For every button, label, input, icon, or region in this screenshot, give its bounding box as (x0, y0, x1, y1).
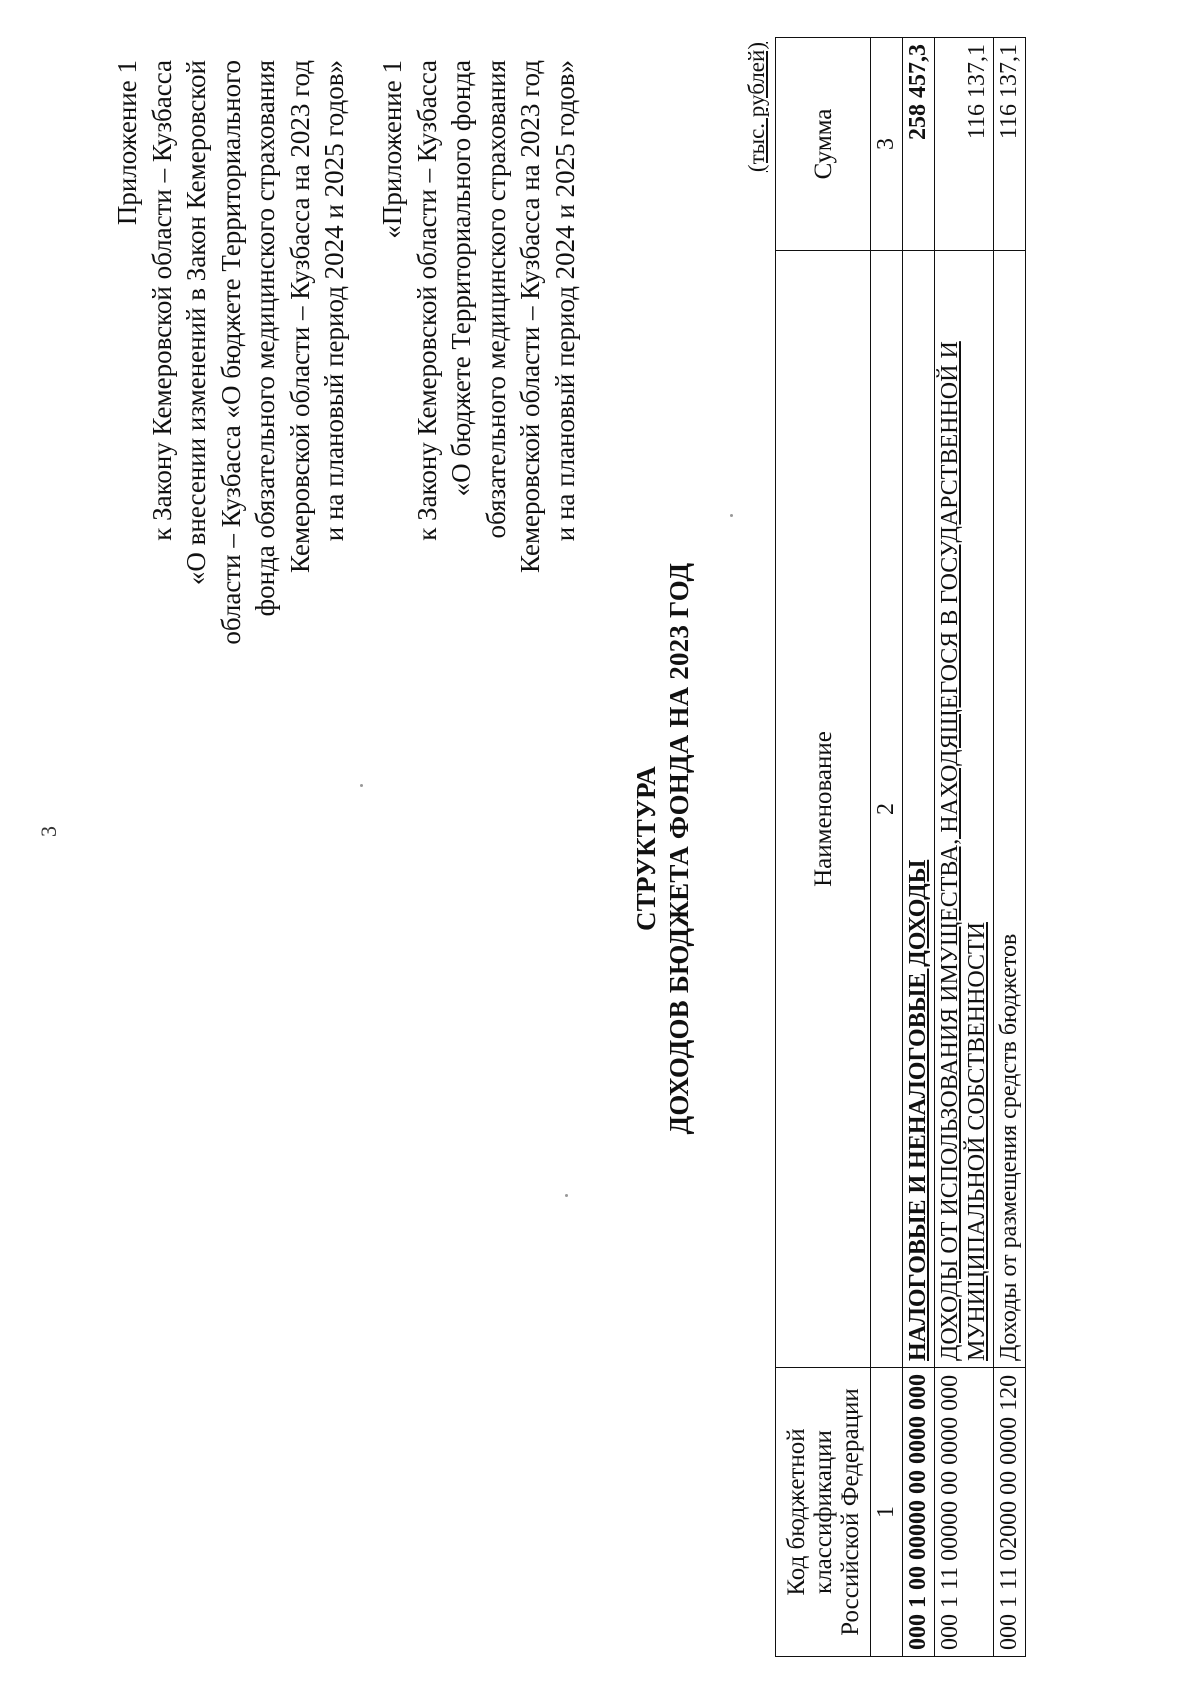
table-header-row (776, 38, 871, 1657)
column-numbers-row (871, 38, 903, 1657)
appendix-line: «Приложение 1 (377, 60, 407, 239)
row-name: Доходы от размещения средств бюджетов (994, 251, 1026, 1368)
row-name: НАЛОГОВЫЕ И НЕНАЛОГОВЫЕ ДОХОДЫ (903, 251, 935, 1368)
appendix-note-amendment (110, 60, 352, 820)
appendix-note-original (375, 60, 582, 820)
appendix-line: обязательного медицинского страхования (480, 60, 511, 539)
income-table (775, 37, 1026, 1657)
col-number: 1 (871, 1368, 903, 1657)
table-row (935, 38, 994, 1657)
table-row (994, 38, 1026, 1657)
row-sum: 258 457,3 (903, 38, 935, 251)
document-title (630, 0, 696, 1697)
appendix-line: к Закону Кемеровской области – Кузбасса (146, 60, 177, 541)
appendix-line: к Закону Кемеровской области – Кузбасса (411, 60, 442, 541)
row-code: 000 1 11 02000 00 0000 120 (994, 1368, 1026, 1657)
appendix-line: «О бюджете Территориального фонда (446, 60, 476, 497)
row-sum: 116 137,1 (935, 38, 994, 251)
appendix-line: и на плановый период 2024 и 2025 годов» (319, 60, 349, 542)
appendix-line: фонда обязательного медицинского страхования (250, 60, 280, 617)
appendix-line: «О внесении изменений в Закон Кемеровской (181, 60, 211, 586)
appendix-line: Кемеровской области – Кузбасса на 2023 год (284, 60, 315, 573)
header-code: Код бюджетной классификации Российской Федерации (776, 1368, 871, 1657)
appendix-line: Приложение 1 (112, 60, 142, 226)
appendix-line: области – Кузбасса «О бюджете Территориального (215, 60, 246, 645)
appendix-line: и на плановый период 2024 и 2025 годов» (549, 60, 580, 542)
row-code: 000 1 00 00000 00 0000 000 (903, 1368, 935, 1657)
col-number: 2 (871, 251, 903, 1368)
row-sum: 116 137,1 (994, 38, 1026, 251)
scan-speck (730, 514, 733, 517)
col-number: 3 (871, 38, 903, 251)
units-label: (тыс. рублей) (744, 42, 769, 173)
title-line-2: ДОХОДОВ БЮДЖЕТА ФОНДА НА 2023 ГОД (664, 562, 694, 1135)
row-code: 000 1 11 00000 00 0000 000 (935, 1368, 994, 1657)
scan-speck (565, 1194, 568, 1197)
table-row (903, 38, 935, 1657)
title-line-1: СТРУКТУРА (631, 766, 661, 931)
scan-speck (360, 784, 363, 787)
page-number: 3 (36, 826, 61, 837)
header-sum: Сумма (776, 38, 871, 251)
row-name: ДОХОДЫ ОТ ИСПОЛЬЗОВАНИЯ ИМУЩЕСТВА, НАХОДЯЩЕГОСЯ В ГОСУДАРСТВЕННОЙ И МУНИЦИПАЛЬНОЙ СОБСТВЕННОСТИ (935, 251, 994, 1368)
appendix-line: Кемеровской области – Кузбасса на 2023 год (515, 60, 545, 573)
header-name: Наименование (776, 251, 871, 1368)
